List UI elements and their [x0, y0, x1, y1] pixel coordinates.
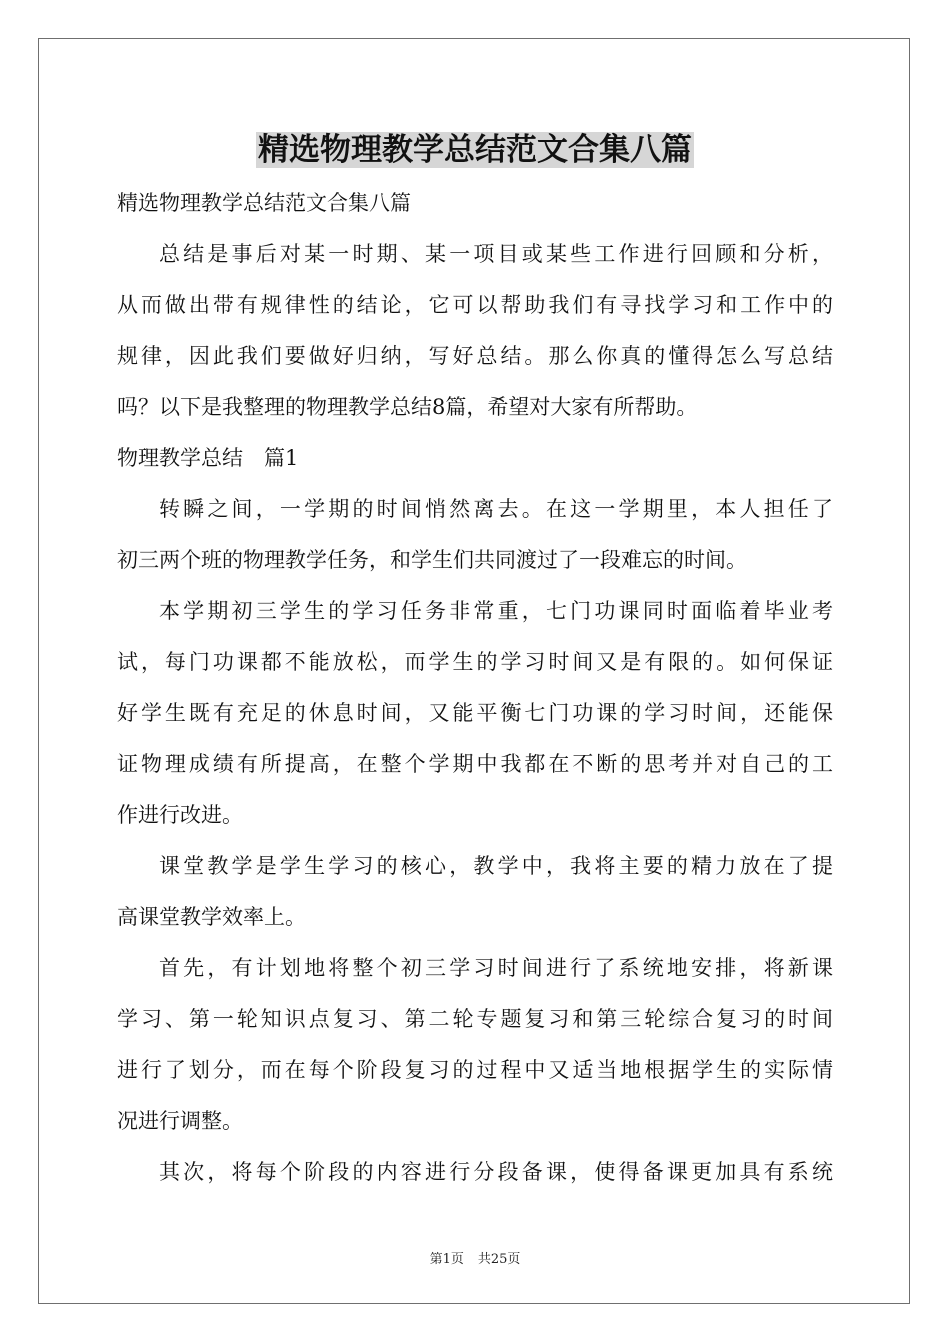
text-line: 从而做出带有规律性的结论，它可以帮助我们有寻找学习和工作中的	[117, 293, 833, 317]
text-line: 证物理成绩有所提高，在整个学期中我都在不断的思考并对自己的工	[117, 752, 833, 776]
document-title: 精选物理教学总结范文合集八篇	[258, 132, 692, 168]
text-line: 初三两个班的物理教学任务，和学生们共同渡过了一段难忘的时间。	[117, 548, 747, 572]
text-line: 试，每门功课都不能放松，而学生的学习时间又是有限的。如何保证	[117, 650, 833, 674]
text-line: 进行了划分，而在每个阶段复习的过程中又适当地根据学生的实际情	[117, 1058, 833, 1082]
page-number: 第1页	[429, 1252, 464, 1267]
text-line: 物理教学总结 篇1	[117, 446, 299, 470]
text-line: 课堂教学是学生学习的核心，教学中，我将主要的精力放在了提	[159, 854, 833, 878]
page-footer	[0, 1248, 950, 1267]
text-line: 吗？以下是我整理的物理教学总结8篇，希望对大家有所帮助。	[117, 395, 698, 419]
text-line: 转瞬之间，一学期的时间悄然离去。在这一学期里，本人担任了	[159, 497, 833, 521]
text-line: 本学期初三学生的学习任务非常重，七门功课同时面临着毕业考	[159, 599, 833, 623]
page-total: 共25页	[477, 1252, 521, 1267]
text-line: 规律，因此我们要做好归纳，写好总结。那么你真的懂得怎么写总结	[117, 344, 833, 368]
text-line: 况进行调整。	[117, 1109, 243, 1133]
text-line: 学习、第一轮知识点复习、第二轮专题复习和第三轮综合复习的时间	[117, 1007, 833, 1031]
text-line: 首先，有计划地将整个初三学习时间进行了系统地安排，将新课	[159, 956, 833, 980]
text-line: 其次，将每个阶段的内容进行分段备课，使得备课更加具有系统	[159, 1160, 833, 1184]
text-line: 作进行改进。	[117, 803, 243, 827]
text-line: 好学生既有充足的休息时间，又能平衡七门功课的学习时间，还能保	[117, 701, 833, 725]
text-line: 精选物理教学总结范文合集八篇	[117, 191, 411, 215]
document-body	[117, 178, 833, 1198]
text-line: 高课堂教学效率上。	[117, 905, 306, 929]
text-line: 总结是事后对某一时期、某一项目或某些工作进行回顾和分析，	[159, 242, 833, 266]
